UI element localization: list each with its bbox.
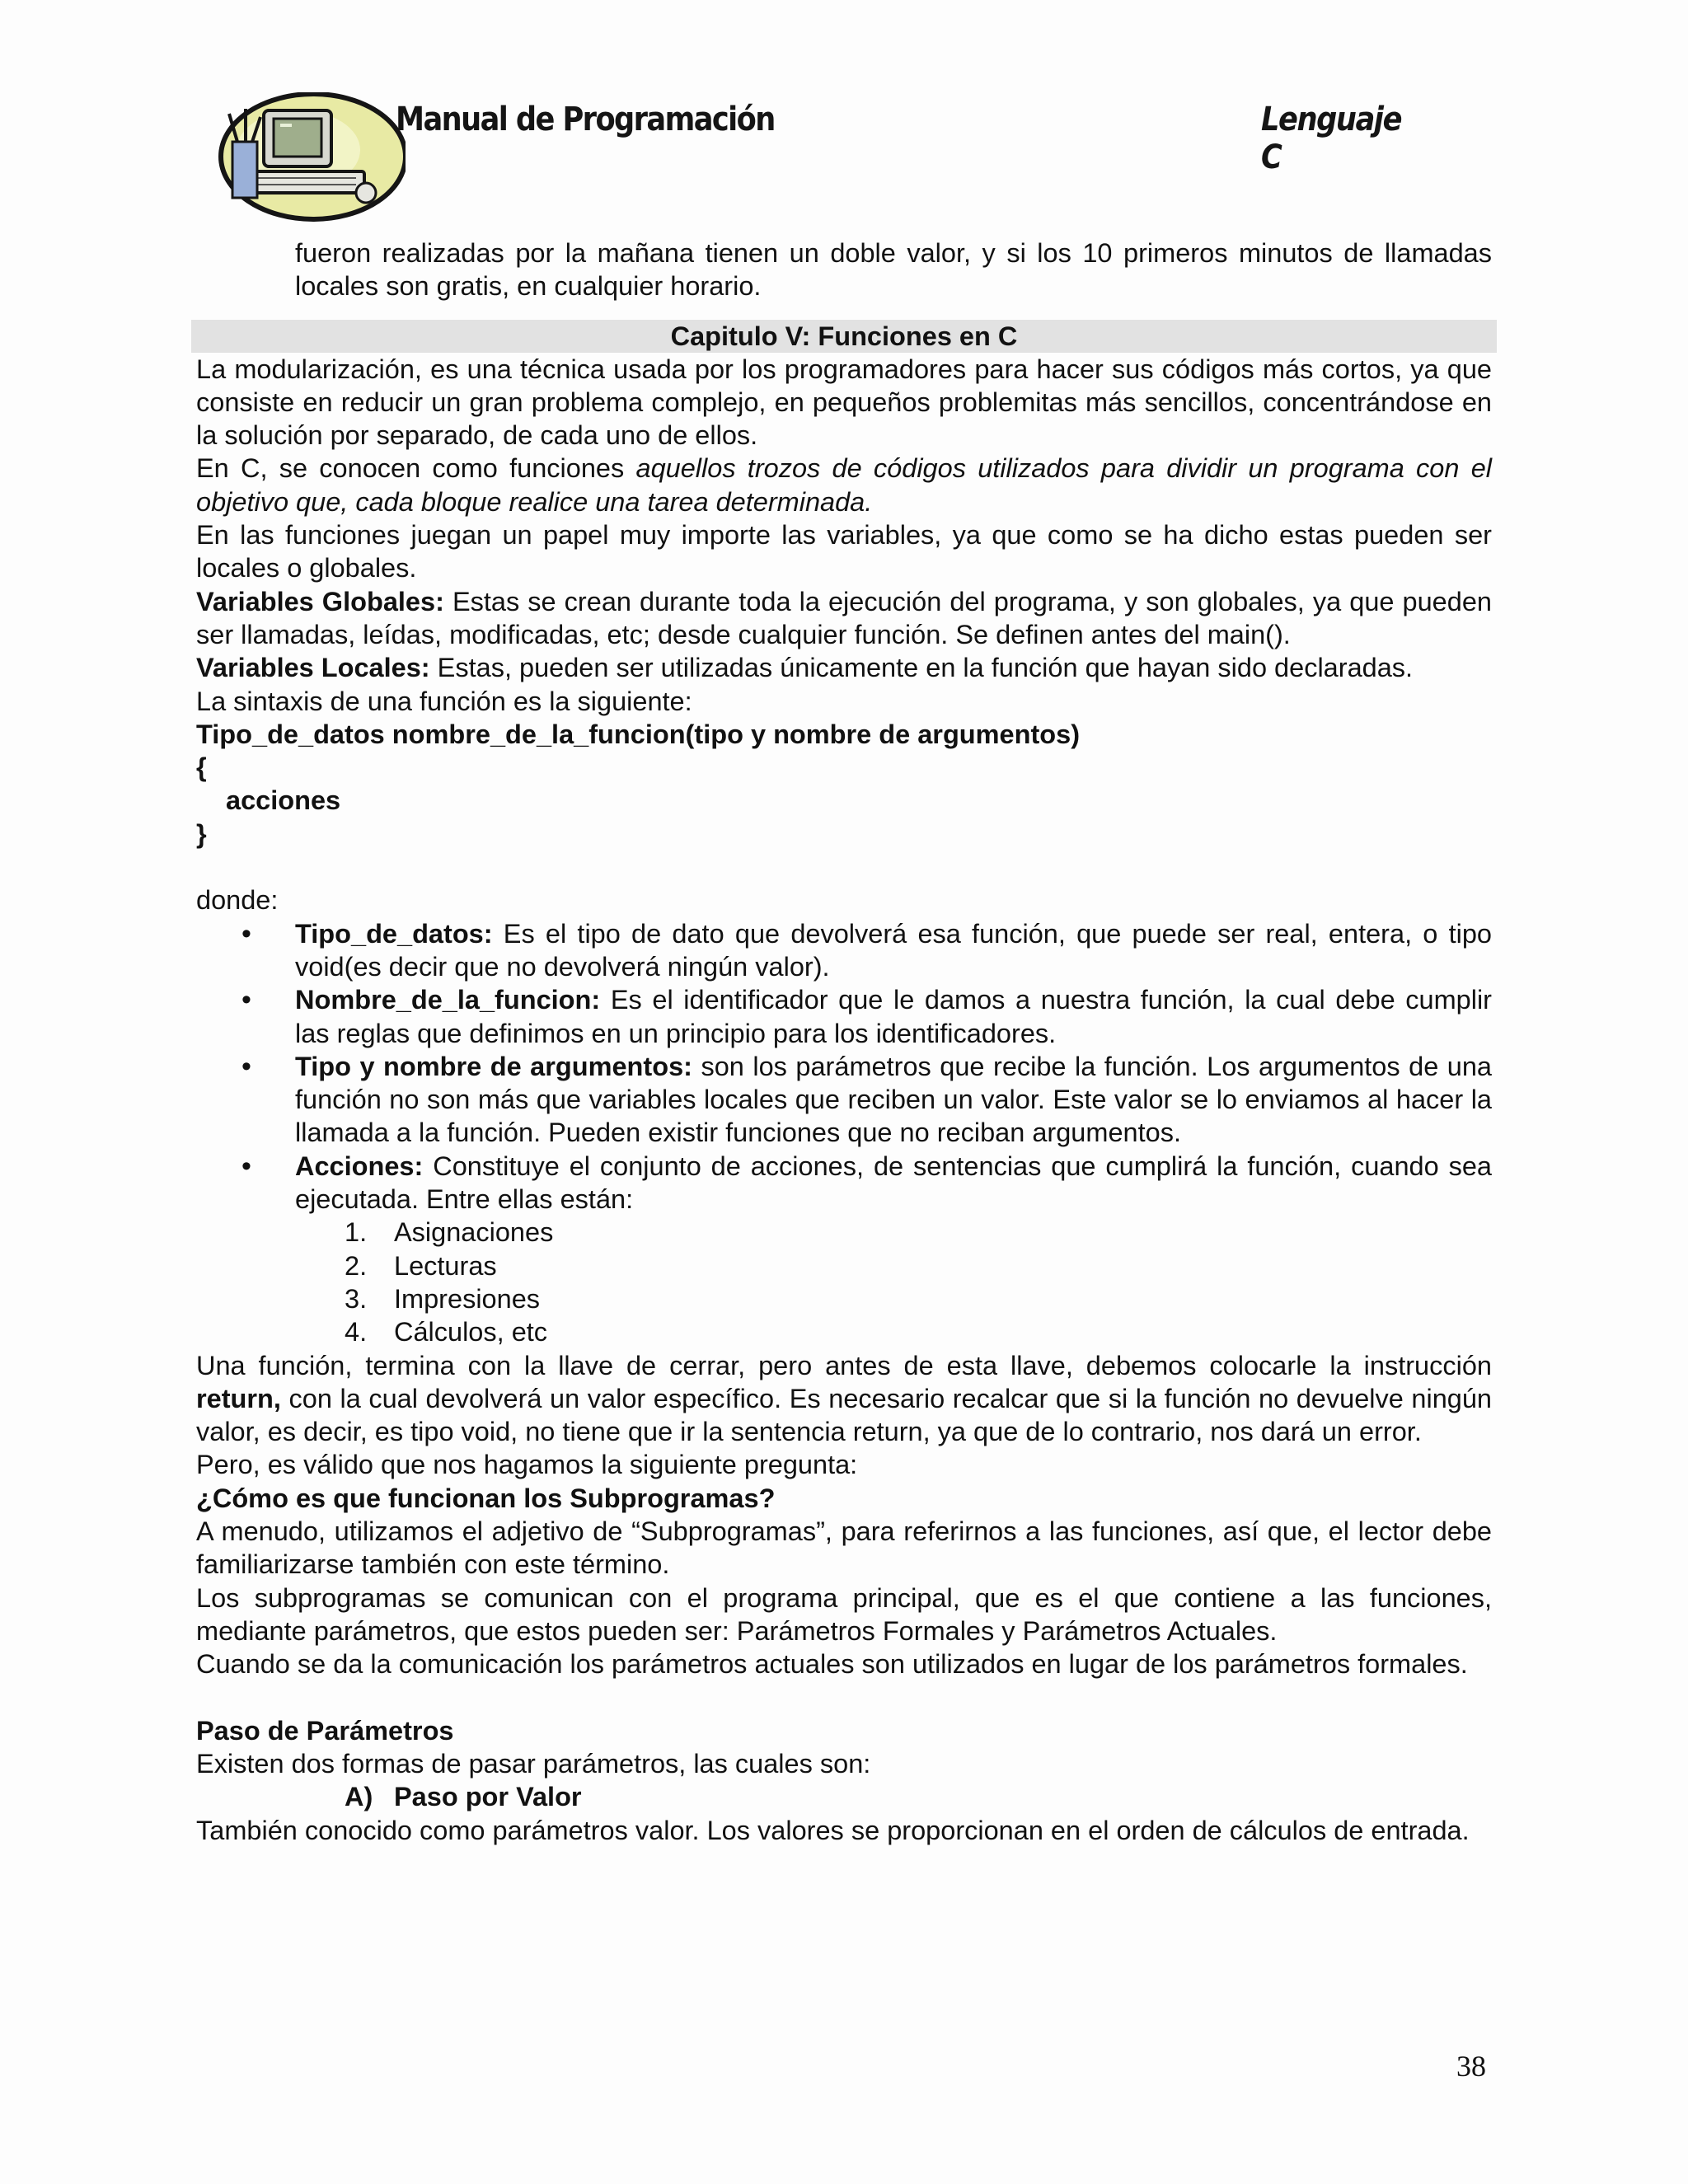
- paragraph-locales: [196, 651, 1492, 684]
- paragraph-variables: En las funciones juegan un papel muy importe las variables, ya que como se ha dicho estas pueden ser locales o globales.: [196, 520, 1492, 583]
- donde-label: donde:: [196, 885, 279, 916]
- paragraph-paso-valor: También conocido como parámetros valor. Los valores se proporcionan en el orden de cálculos de entrada.: [196, 1815, 1470, 1845]
- item-number: 3.: [345, 1283, 368, 1314]
- subsection-title: Paso por Valor: [394, 1782, 582, 1812]
- list-item: [196, 917, 1492, 984]
- return-lead: Una función, termina con la llave de cerrar, pero antes de esta llave, debemos colocarle la instrucción: [196, 1350, 1492, 1380]
- list-item-label: Acciones:: [295, 1151, 424, 1181]
- list-item: [196, 1150, 1492, 1216]
- numbered-item: [196, 1315, 1492, 1348]
- item-number: 2.: [345, 1250, 368, 1281]
- question-text: ¿Cómo es que funcionan los Subprogramas?: [196, 1483, 776, 1513]
- numbered-item: [196, 1282, 1492, 1315]
- list-item-text: Constituye el conjunto de acciones, de sentencias que cumplirá la función, cuando sea ejecutada. Entre ellas están:: [295, 1151, 1492, 1215]
- computer-clipart-icon: [216, 92, 406, 228]
- paragraph-funciones-italic: aquellos trozos de códigos utilizados para dividir un programa con el objetivo que, cada bloque realice una tarea determinada.: [196, 453, 1492, 517]
- globales-text: Estas se crean durante toda la ejecución del programa, y son globales, ya que pueden ser llamadas, leídas, modificadas, etc; desde cualquier función. Se definen antes del main().: [196, 586, 1492, 649]
- numbered-item: [196, 1216, 1492, 1249]
- return-tail: con la cual devolverá un valor específico. Es necesario recalcar que si la función no devuelve ningún valor, es decir, es tipo void, no tiene que ir la sentencia return, ya que de lo contrario, nos dará un error.: [196, 1383, 1492, 1447]
- paragraph-modularizacion: La modularización, es una técnica usada por los programadores para hacer sus códigos más cortos, ya que consiste en reducir un gran problema complejo, en pequeños problemitas más sencillos, concentrándose en la solución por separado, de cada uno de ellos.: [196, 354, 1492, 451]
- header-title: Manual de Programación: [396, 101, 775, 138]
- chapter-title: Capitulo V: Funciones en C: [191, 320, 1497, 353]
- header-subject: Lenguaje C: [1261, 101, 1402, 176]
- list-item-label: Nombre_de_la_funcion:: [295, 985, 601, 1015]
- section-heading: [196, 1714, 1492, 1747]
- item-text: Lecturas: [394, 1250, 497, 1281]
- list-item: [196, 983, 1492, 1050]
- paragraph-subprogramas-1: A menudo, utilizamos el adjetivo de “Subprogramas”, para referirnos a las funciones, así que, el lector debe familiarizarse también con este término.: [196, 1516, 1492, 1580]
- item-text: Asignaciones: [394, 1217, 554, 1248]
- item-text: Cálculos, etc: [394, 1317, 548, 1347]
- list-item-text: Es el identificador que le damos a nuestra función, la cual debe cumplir las reglas que definimos en un principio para los identificadores.: [295, 985, 1492, 1048]
- paragraph-subprogramas-2: Los subprogramas se comunican con el programa principal, que es el que contiene a las funciones, mediante parámetros, que estos pueden ser: Parámetros Formales y Parámetros Actuales.: [196, 1582, 1492, 1646]
- item-number: 4.: [345, 1317, 368, 1347]
- page-content: [196, 237, 1492, 1847]
- numbered-item: [196, 1249, 1492, 1282]
- paragraph-funciones: [196, 452, 1492, 518]
- code-signature: Tipo_de_datos nombre_de_la_funcion(tipo y nombre de argumentos): [196, 719, 1081, 749]
- paragraph-funciones-lead: En C, se conocen como funciones: [196, 453, 636, 484]
- list-item-label: Tipo y nombre de argumentos:: [295, 1051, 692, 1081]
- list-item-text: son los parámetros que recibe la función. Los argumentos de una función no son más que variables locales que reciben un valor. Este valor se lo enviamos al hacer la llamada a la función. Pueden existir funciones que no reciban argumentos.: [295, 1051, 1492, 1148]
- subsection-label: A): [345, 1782, 373, 1812]
- actions-list: [196, 1216, 1492, 1348]
- paragraph-return: [196, 1349, 1492, 1449]
- paragraph-globales: [196, 585, 1492, 652]
- item-number: 1.: [345, 1217, 368, 1248]
- code-close-brace: }: [196, 818, 207, 849]
- list-item: [196, 1050, 1492, 1150]
- page-number: 38: [1456, 2050, 1486, 2083]
- locales-text: Estas, pueden ser utilizadas únicamente en la función que hayan sido declaradas.: [429, 653, 1414, 683]
- code-body: acciones: [226, 785, 341, 816]
- definition-list: [196, 917, 1492, 1216]
- return-keyword: return,: [196, 1383, 281, 1413]
- paragraph-subprogramas-3: Cuando se da la comunicación los parámetros actuales son utilizados en lugar de los parámetros formales.: [196, 1649, 1468, 1680]
- globales-label: Variables Globales:: [196, 586, 444, 616]
- question-intro: Pero, es válido que nos hagamos la siguiente pregunta:: [196, 1450, 858, 1480]
- list-item-text: Es el tipo de dato que devolverá esa función, que puede ser real, entera, o tipo void(es decir que no devolverá ningún valor).: [295, 918, 1492, 982]
- locales-label: Variables Locales:: [196, 653, 430, 683]
- item-text: Impresiones: [394, 1283, 541, 1314]
- code-open-brace: {: [196, 752, 207, 783]
- syntax-intro: La sintaxis de una función es la siguiente:: [196, 686, 692, 716]
- intro-continuation: fueron realizadas por la mañana tienen un doble valor, y si los 10 primeros minutos de llamadas locales son gratis, en cualquier horario.: [295, 238, 1492, 302]
- question-heading: [196, 1482, 1492, 1515]
- section-heading-text: Paso de Parámetros: [196, 1715, 454, 1746]
- subsection-heading: [196, 1780, 1492, 1813]
- list-item-label: Tipo_de_datos:: [295, 918, 493, 949]
- params-intro: Existen dos formas de pasar parámetros, las cuales son:: [196, 1749, 871, 1779]
